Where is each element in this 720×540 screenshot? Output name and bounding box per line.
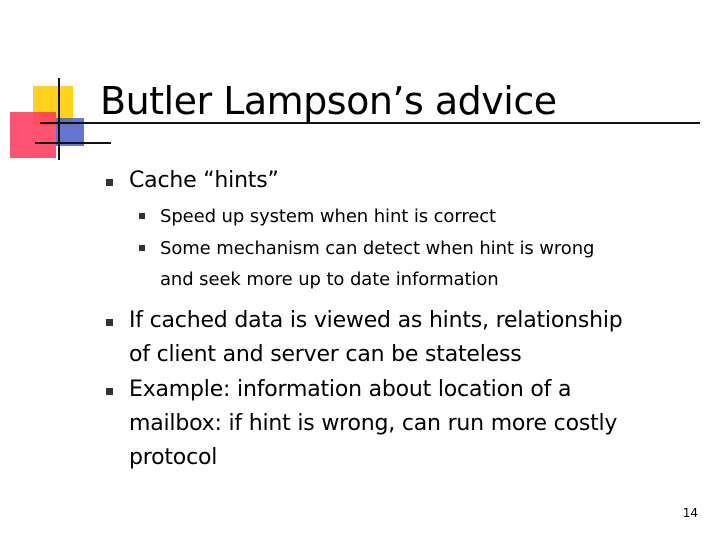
bullet-marker bbox=[106, 388, 113, 395]
bullet-text-line-1: Example: information about location of a bbox=[129, 377, 572, 402]
bullet-cache-hints bbox=[129, 164, 279, 198]
bullet-example-mailbox bbox=[129, 373, 617, 475]
slide-title: Butler Lampson’s advice bbox=[100, 79, 557, 123]
bullet-cached-data-stateless bbox=[129, 304, 623, 372]
sub-bullet-text-line-1: Some mechanism can detect when hint is wrong bbox=[160, 238, 595, 259]
bullet-text-line-1: If cached data is viewed as hints, relationship bbox=[129, 308, 623, 333]
bullet-marker bbox=[106, 179, 113, 186]
sub-bullet-marker bbox=[139, 213, 145, 219]
bullet-text-line-3: protocol bbox=[129, 445, 218, 470]
sub-bullet-text: Speed up system when hint is correct bbox=[160, 206, 496, 227]
bullet-text-line-2: mailbox: if hint is wrong, can run more costly bbox=[129, 411, 618, 436]
page-number: 14 bbox=[682, 506, 698, 520]
sub-bullet-speed-up bbox=[160, 201, 496, 232]
bullet-text-line-2: of client and server can be stateless bbox=[129, 342, 522, 367]
logo-vertical-line bbox=[58, 78, 60, 160]
sub-bullet-mechanism bbox=[160, 233, 594, 295]
bullet-text: Cache “hints” bbox=[129, 168, 279, 193]
sub-bullet-marker bbox=[139, 245, 145, 251]
logo-red-square bbox=[10, 112, 56, 158]
sub-bullet-text-line-2: and seek more up to date information bbox=[160, 269, 499, 290]
logo-horizontal-line bbox=[35, 142, 111, 144]
bullet-marker bbox=[106, 319, 113, 326]
